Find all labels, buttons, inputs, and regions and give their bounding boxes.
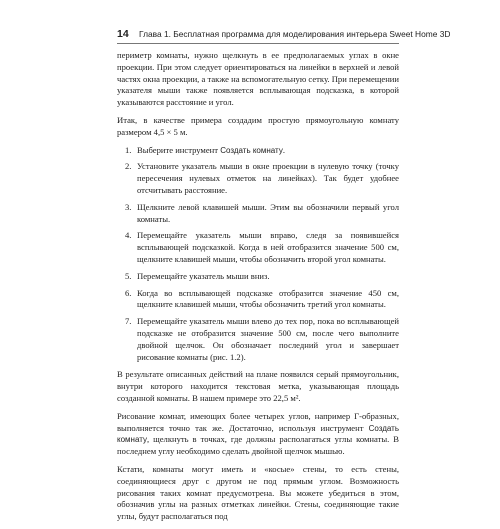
body-text	[117, 50, 399, 529]
step-number: 5.	[125, 270, 132, 281]
list-item	[117, 288, 399, 312]
list-item	[117, 161, 399, 196]
list-item	[117, 202, 399, 226]
step-text: Щелкните левой клавишей мыши. Этим вы обозначили первый угол комнаты.	[137, 201, 399, 224]
list-item	[117, 316, 399, 363]
tool-name: Создать комнату	[220, 145, 283, 155]
paragraph: периметр комнаты, нужно щелкнуть в ее предполагаемых углах в окне проекции. При этом следует ориентироваться на линейки в верхней и левой частях окна проекции, а также на вспомогательную сетку. При перемещении указателя мыши также появляется всплывающая подсказка, в которой указываются расстояние и угол.	[117, 50, 399, 108]
step-text: Когда во всплывающей подсказке отобразится значение 450 см, щелкните клавишей мыши, чтобы обозначить третий угол комнаты.	[137, 287, 399, 310]
paragraph: Кстати, комнаты могут иметь и «косые» стены, то есть стены, соединяющиеся друг с другом не под прямым углом. Возможность рисования таких комнат предусмотрена. Вы можете убедиться в этом, обозначив углы на разных отметках линейки. Стены, соединяющие такие углы, будут располагаться под	[117, 463, 399, 522]
tool-name: Создать комнату	[117, 423, 399, 445]
list-item	[117, 230, 399, 265]
page-number: 14	[117, 28, 129, 40]
step-number: 4.	[125, 230, 132, 241]
step-text: Перемещайте указатель мыши вправо, следя за появившейся всплывающей подсказкой. Когда в ней отобразится значение 500 см, щелкните клавишей мыши, чтобы обозначить второй угол комнаты.	[137, 230, 399, 264]
header-divider	[117, 43, 399, 44]
paragraph: Рисование комнат, имеющих более четырех углов, например Г-образных, выполняется точно так же. Достаточно, используя инструмент Создать комнату, щелкнуть в точках, где должны располагаться углы комнаты. В последнем углу необходимо сделать двойной щелчок мышью.	[117, 410, 399, 457]
step-number: 1.	[125, 144, 132, 155]
step-text: Перемещайте указатель мыши вниз.	[137, 270, 270, 281]
paragraph: В результате описанных действий на плане появился серый прямоугольник, внутри которого находится текстовая метка, указывающая площадь созданной комнаты. В нашем примере это 22,5 м².	[117, 369, 399, 403]
paragraph: Итак, в качестве примера создадим простую прямоугольную комнату размером 4,5 × 5 м.	[117, 114, 399, 137]
steps-list	[117, 145, 399, 364]
list-item	[117, 271, 399, 283]
step-number: 2.	[125, 161, 132, 172]
step-number: 7.	[125, 316, 132, 327]
step-text: Перемещайте указатель мыши влево до тех пор, пока во всплывающей подсказке не отобразится значение 500 см, после чего выполните двойной щелчок. Он обозначает последний угол и завершает рисование комнаты (рис. 1.2).	[137, 316, 399, 362]
list-item	[117, 145, 399, 157]
step-number: 3.	[125, 201, 132, 212]
step-text: Установите указатель мыши в окне проекции в нулевую точку (точку пересечения нулевых отметок на линейках). Так будет удобнее отсчитывать расстояние.	[137, 161, 399, 195]
step-number: 6.	[125, 287, 132, 298]
chapter-title: Глава 1. Бесплатная программа для моделирования интерьера Sweet Home 3D	[139, 29, 451, 39]
running-header	[117, 28, 451, 42]
step-text: Выберите инструмент Создать комнату.	[137, 144, 285, 155]
